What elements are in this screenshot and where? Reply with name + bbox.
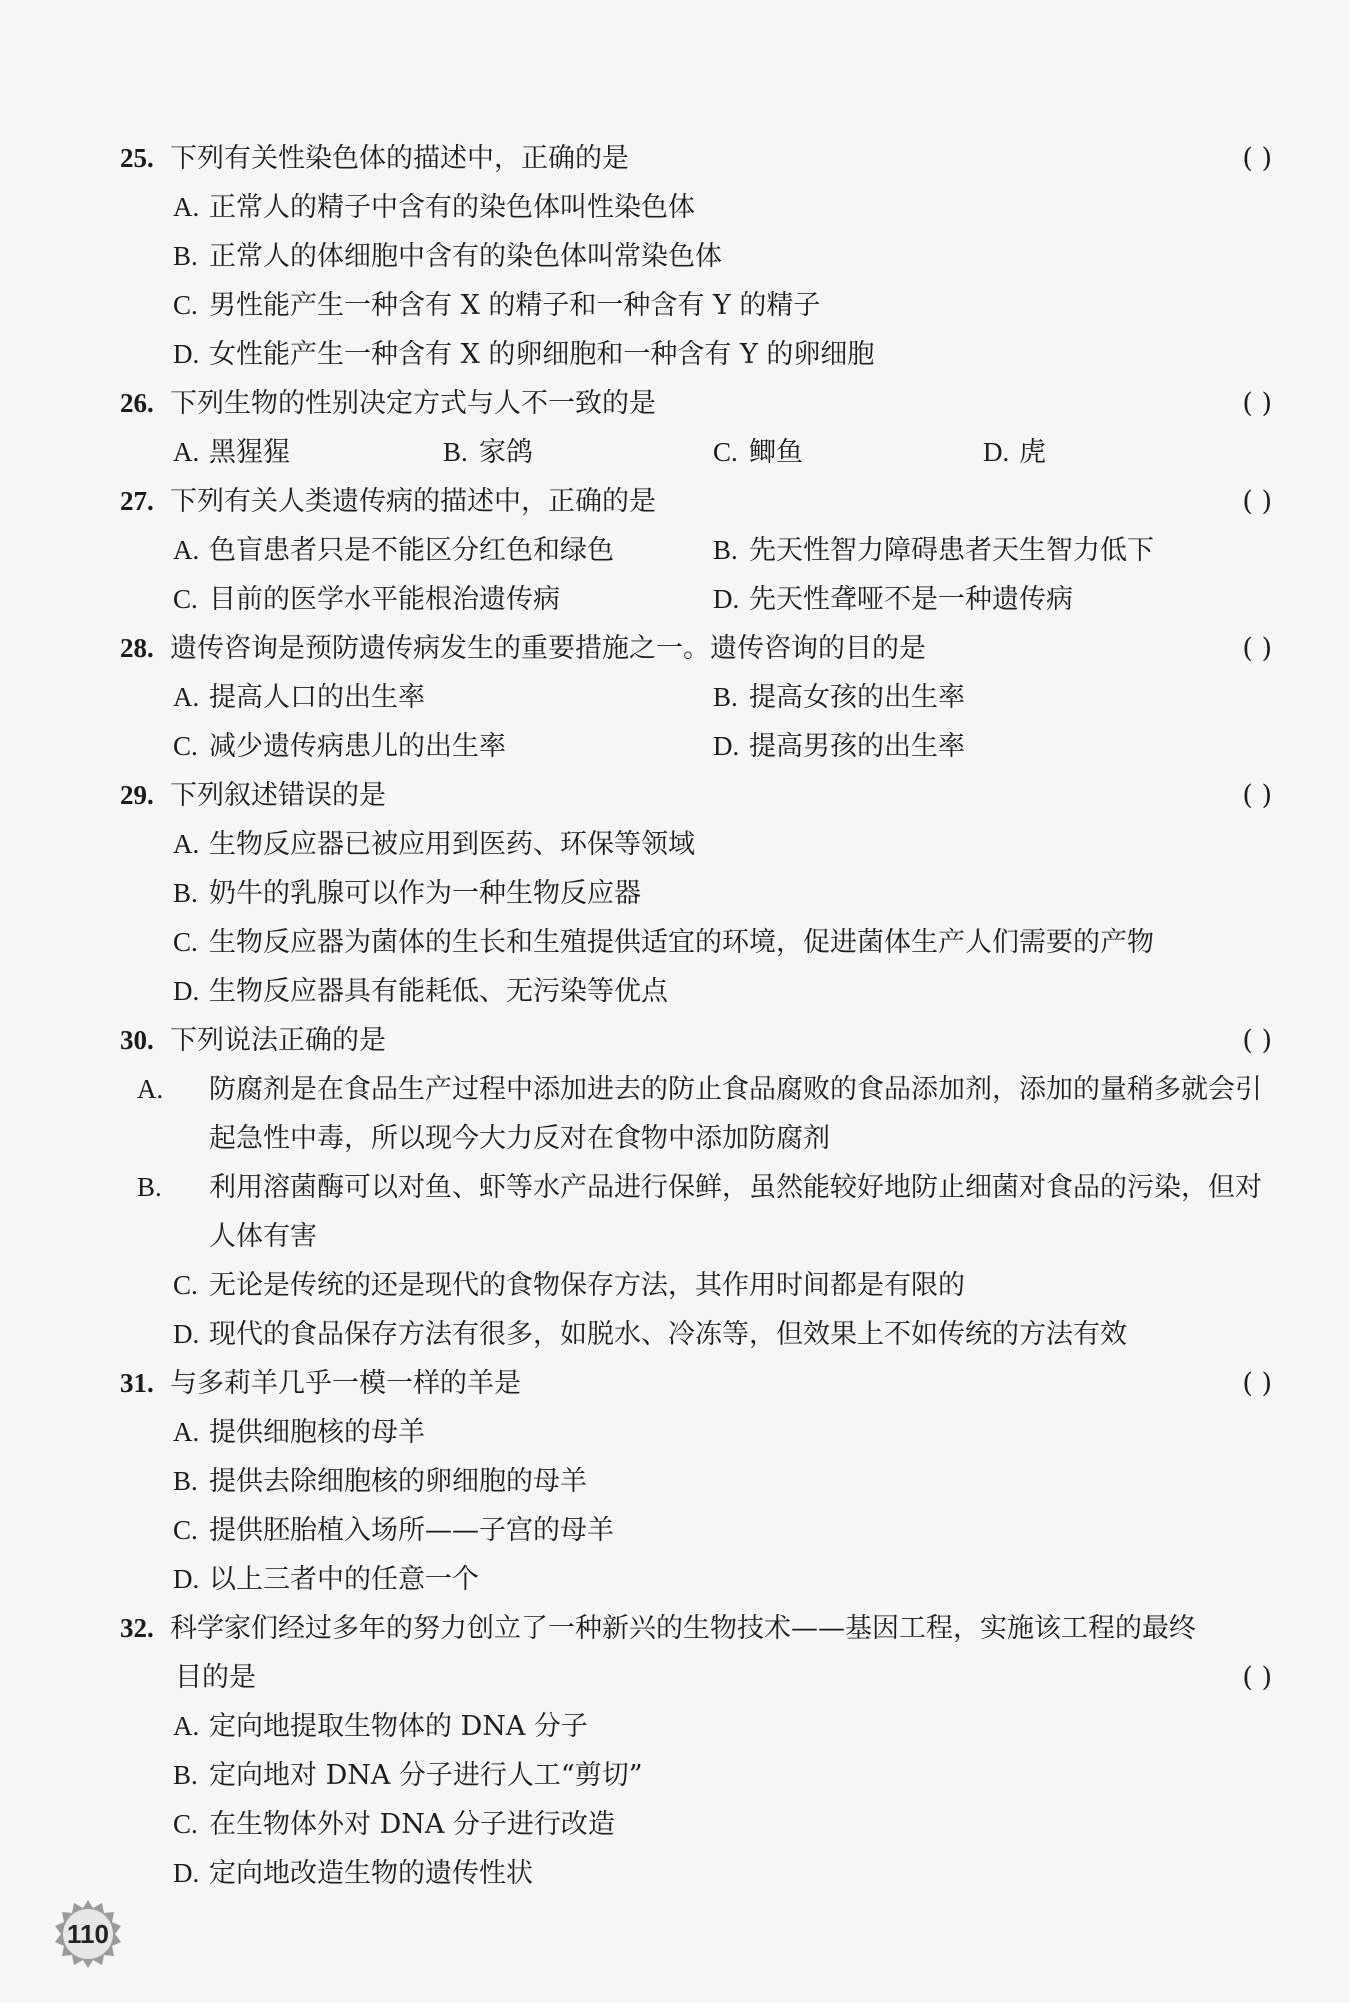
page-number-badge xyxy=(52,1898,124,1970)
question-text: 遗传咨询是预防遗传病发生的重要措施之一。遗传咨询的目的是 xyxy=(170,633,926,664)
option-c: C. 生物反应器为菌体的生长和生殖提供适宜的环境，促进菌体生产人们需要的产物 xyxy=(173,927,1154,958)
question-27 xyxy=(120,477,1280,624)
question-31 xyxy=(120,1359,1280,1604)
answer-blank: ( ) xyxy=(1242,143,1272,174)
question-text-continued: 目的是 xyxy=(175,1662,256,1693)
option-d: D. 虎 xyxy=(983,437,1046,468)
question-stem xyxy=(120,771,1280,820)
question-stem xyxy=(120,477,1280,526)
question-32 xyxy=(120,1604,1280,1898)
option-a: A. 正常人的精子中含有的染色体叫性染色体 xyxy=(173,192,695,223)
option-b: B. 利用溶菌酶可以对鱼、虾等水产品进行保鲜，虽然能较好地防止细菌对食品的污染，但对人体有害 xyxy=(137,1172,1262,1252)
answer-blank: ( ) xyxy=(1242,1662,1272,1693)
option-c: C. 提供胚胎植入场所——子宫的母羊 xyxy=(173,1515,614,1546)
question-stem xyxy=(120,134,1280,183)
option-row xyxy=(120,428,1280,477)
option-d: D. 定向地改造生物的遗传性状 xyxy=(173,1858,533,1889)
question-text: 科学家们经过多年的努力创立了一种新兴的生物技术——基因工程，实施该工程的最终 xyxy=(170,1613,1196,1644)
answer-blank: ( ) xyxy=(1242,388,1272,419)
option-c: C. 在生物体外对 DNA 分子进行改造 xyxy=(173,1809,615,1840)
question-number: 27. xyxy=(120,486,154,516)
question-stem xyxy=(120,624,1280,673)
option-d: D. 女性能产生一种含有 X 的卵细胞和一种含有 Y 的卵细胞 xyxy=(173,339,875,370)
answer-blank: ( ) xyxy=(1242,1025,1272,1056)
option-b: B. 提高女孩的出生率 xyxy=(713,682,965,713)
question-stem xyxy=(120,379,1280,428)
question-number: 30. xyxy=(120,1025,154,1055)
answer-blank: ( ) xyxy=(1242,633,1272,664)
option-d: D. 先天性聋哑不是一种遗传病 xyxy=(713,584,1073,615)
option-a: A. 黑猩猩 xyxy=(173,437,290,468)
question-number: 25. xyxy=(120,143,154,173)
question-text: 下列说法正确的是 xyxy=(170,1025,386,1056)
answer-blank: ( ) xyxy=(1242,780,1272,811)
question-text: 下列叙述错误的是 xyxy=(170,780,386,811)
question-number: 28. xyxy=(120,633,154,663)
question-number: 26. xyxy=(120,388,154,418)
option-c: C. 无论是传统的还是现代的食物保存方法，其作用时间都是有限的 xyxy=(173,1270,965,1301)
question-25 xyxy=(120,134,1280,379)
option-b: B. 正常人的体细胞中含有的染色体叫常染色体 xyxy=(173,241,722,272)
question-30 xyxy=(120,1016,1280,1359)
option-a: A. 防腐剂是在食品生产过程中添加进去的防止食品腐败的食品添加剂，添加的量稍多就会引起急性中毒，所以现今大力反对在食物中添加防腐剂 xyxy=(137,1074,1262,1154)
question-stem-continued xyxy=(120,1653,1280,1702)
option-b: B. 定向地对 DNA 分子进行人工“剪切” xyxy=(173,1760,643,1791)
question-29 xyxy=(120,771,1280,1016)
answer-blank: ( ) xyxy=(1242,486,1272,517)
option-row xyxy=(120,575,1280,624)
option-c: C. 目前的医学水平能根治遗传病 xyxy=(173,584,560,615)
option-row xyxy=(120,673,1280,722)
question-stem xyxy=(120,1016,1280,1065)
option-b: B. 先天性智力障碍患者天生智力低下 xyxy=(713,535,1154,566)
question-text: 与多莉羊几乎一模一样的羊是 xyxy=(170,1368,521,1399)
option-c: C. 减少遗传病患儿的出生率 xyxy=(173,731,506,762)
option-b: B. 奶牛的乳腺可以作为一种生物反应器 xyxy=(173,878,641,909)
option-row xyxy=(120,722,1280,771)
question-28 xyxy=(120,624,1280,771)
question-stem xyxy=(120,1359,1280,1408)
question-number: 29. xyxy=(120,780,154,810)
option-a: A. 提供细胞核的母羊 xyxy=(173,1417,425,1448)
option-d: D. 生物反应器具有能耗低、无污染等优点 xyxy=(173,976,668,1007)
option-a: A. 定向地提取生物体的 DNA 分子 xyxy=(173,1711,588,1742)
page-number: 110 xyxy=(67,1919,109,1949)
question-text: 下列有关人类遗传病的描述中，正确的是 xyxy=(170,486,656,517)
question-26 xyxy=(120,379,1280,477)
question-stem xyxy=(120,1604,1280,1653)
question-text: 下列有关性染色体的描述中，正确的是 xyxy=(170,143,629,174)
option-c: C. 鲫鱼 xyxy=(713,437,803,468)
option-b: B. 提供去除细胞核的卵细胞的母羊 xyxy=(173,1466,587,1497)
question-number: 32. xyxy=(120,1613,154,1643)
option-d: D. 以上三者中的任意一个 xyxy=(173,1564,479,1595)
option-b: B. 家鸽 xyxy=(443,437,533,468)
question-number: 31. xyxy=(120,1368,154,1398)
option-a: A. 色盲患者只是不能区分红色和绿色 xyxy=(173,535,614,566)
option-d: D. 现代的食品保存方法有很多，如脱水、冷冻等，但效果上不如传统的方法有效 xyxy=(173,1319,1127,1350)
question-text: 下列生物的性别决定方式与人不一致的是 xyxy=(170,388,656,419)
option-c: C. 男性能产生一种含有 X 的精子和一种含有 Y 的精子 xyxy=(173,290,821,321)
option-a: A. 提高人口的出生率 xyxy=(173,682,425,713)
option-row xyxy=(120,526,1280,575)
answer-blank: ( ) xyxy=(1242,1368,1272,1399)
question-list xyxy=(120,134,1280,1898)
option-d: D. 提高男孩的出生率 xyxy=(713,731,965,762)
option-a: A. 生物反应器已被应用到医药、环保等领域 xyxy=(173,829,695,860)
